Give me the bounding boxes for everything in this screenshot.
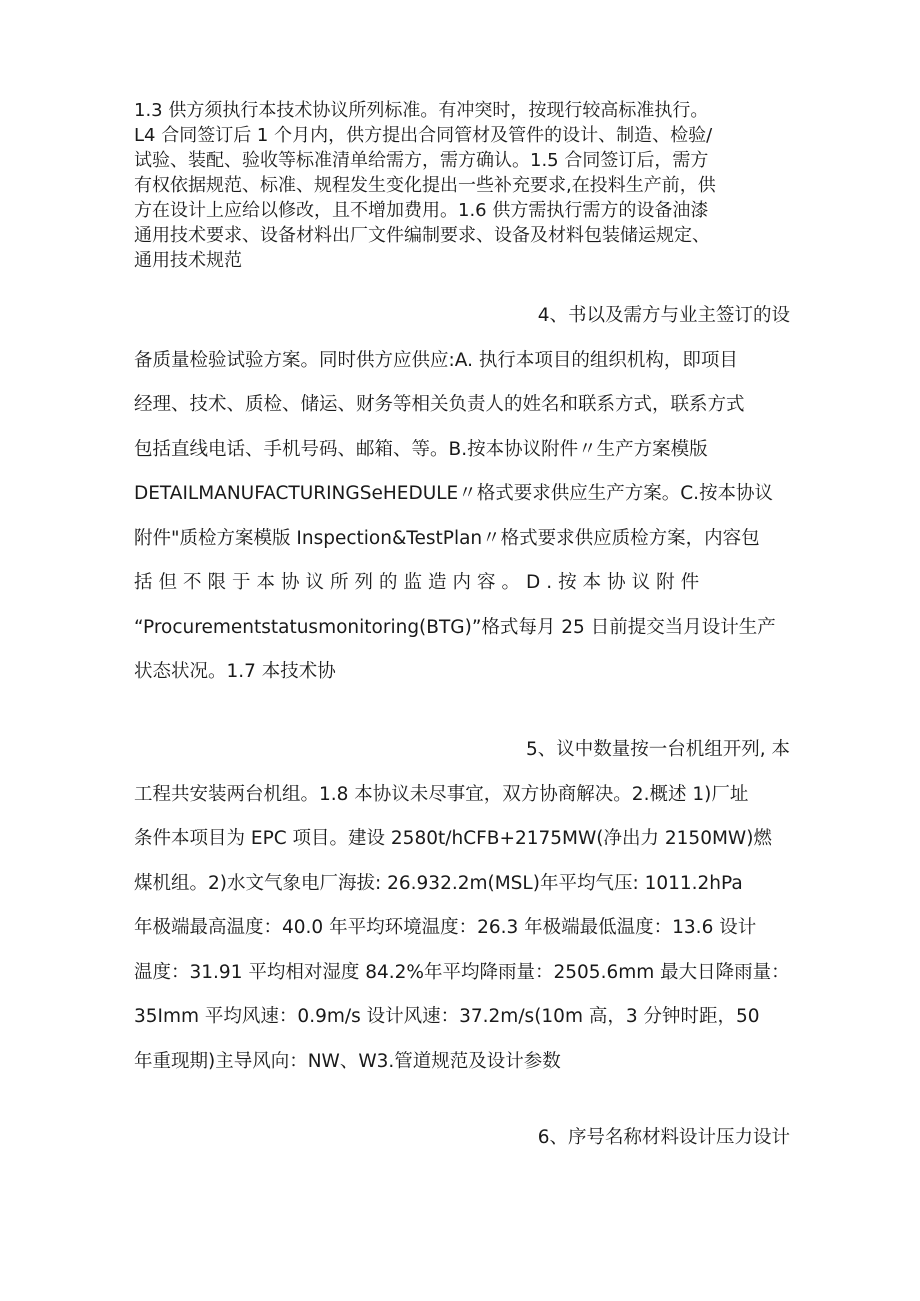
text-line: 附件"质检方案模版 Inspection&TestPlan〃格式要求供应质检方案，内容包 [134, 527, 760, 549]
section-5 [134, 728, 790, 1084]
text-line: 试验、装配、验收等标准清单给需方，需方确认。1.5 合同签订后，需方 [134, 150, 709, 171]
text-line: 包括直线电话、手机号码、邮箱、等。B.按本协议附件〃生产方案模版 [134, 438, 708, 460]
text-line: 备质量检验试验方案。同时供方应供应:A. 执行本项目的组织机构，即项目 [134, 349, 738, 371]
text-line: 状态状况。1.7 本技术协 [134, 661, 336, 682]
text-line: 温度：31.91 平均相对湿度 84.2%年平均降雨量：2505.6mm 最大日降雨量： [134, 961, 790, 983]
section-lead: 6、序号名称材料设计压力设计 [537, 1127, 790, 1148]
section-4 [134, 294, 790, 695]
text-line: 工程共安装两台机组。1.8 本协议未尽事宜，双方协商解决。2.概述 1)厂址 [134, 783, 749, 805]
text-line: 经理、技术、质检、储运、财务等相关负责人的姓名和联系方式，联系方式 [134, 394, 745, 415]
text-line: 煤机组。2)水文气象电厂海拔: 26.932.2m(MSL)年平均气压: 1011.2hPa [134, 872, 743, 894]
text-line: 年极端最高温度：40.0 年平均环境温度：26.3 年极端最低温度：13.6 设计 [134, 917, 757, 938]
text-line: 年重现期)主导风向：NW、W3.管道规范及设计参数 [134, 1050, 561, 1072]
section-lead: 5、议中数量按一台机组开列, 本 [525, 739, 790, 760]
text-line: 条件本项目为 EPC 项目。建设 2580t∕hCFB+2175MW(净出力 2150MW)燃 [134, 828, 772, 849]
text-line: 通用技术规范 [134, 250, 242, 271]
text-line: “Procurementstatusmonitoring(BTG)”格式每月 25 日前提交当月设计生产 [134, 616, 776, 638]
text-line: 1.3 供方须执行本技术协议所列标准。有冲突时，按现行较高标准执行。 [134, 100, 709, 121]
text-line: 有权依据规范、标准、规程发生变化提出一些补充要求,在投料生产前，供 [134, 175, 716, 196]
text-line: DETAILMANUFACTURINGSeHEDULE〃格式要求供应生产方案。C.按本协议 [134, 483, 774, 504]
section-lead: 4、书以及需方与业主签订的设 [537, 305, 790, 326]
text-line: 35Imm 平均风速：0.9m∕s 设计风速：37.2m∕s(10m 高，3 分钟时距，50 [134, 1006, 760, 1027]
text-line: L4 合同签订后 1 个月内，供方提出合同管材及管件的设计、制造、检验/ [134, 125, 713, 146]
section-6 [134, 1116, 790, 1161]
text-line: 方在设计上应给以修改，且不增加费用。1.6 供方需执行需方的设备油漆 [134, 200, 709, 221]
intro-paragraph [134, 98, 794, 273]
text-line: 通用技术要求、设备材料出厂文件编制要求、设备及材料包装储运规定、 [134, 225, 710, 246]
text-line: 括但不限于本协议所列的监造内容。D.按本协议附件 [134, 572, 706, 593]
